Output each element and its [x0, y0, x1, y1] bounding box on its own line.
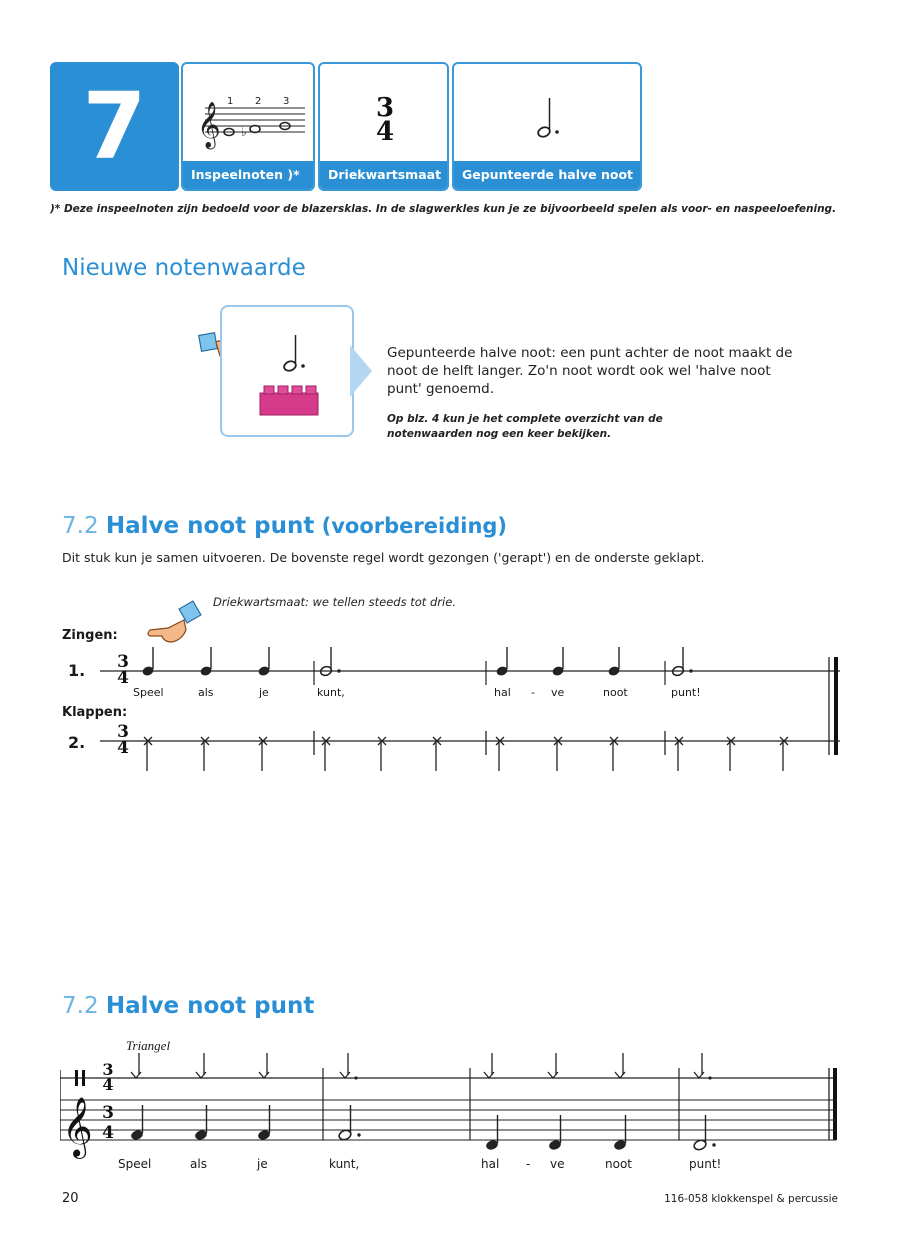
- note-value-card: [220, 305, 354, 437]
- topic-card-inspeelnoten: [181, 62, 315, 191]
- dotted-half-note: [319, 647, 340, 677]
- lyric: hal: [481, 1157, 500, 1171]
- lyric: punt!: [671, 686, 701, 699]
- treble-staff-notes-icon: [183, 64, 315, 164]
- page-number: 20: [62, 1191, 79, 1206]
- lego-brick-icon: [260, 386, 318, 415]
- topic-card-driekwartsmaat: [318, 62, 449, 191]
- chapter-number: 7: [50, 62, 179, 191]
- lyric: -: [531, 686, 535, 699]
- pointing-hand-icon: [142, 600, 204, 648]
- svg-text:4: 4: [117, 668, 129, 688]
- svg-text:3: 3: [102, 1060, 114, 1079]
- svg-text:3: 3: [283, 96, 290, 107]
- final-bar-thick: [834, 657, 838, 755]
- quarter-note: [551, 647, 564, 677]
- triangle-notes: [131, 1053, 704, 1078]
- svg-text:♭: ♭: [241, 125, 247, 139]
- lyric: hal: [494, 686, 511, 699]
- svg-text:2: 2: [255, 96, 262, 107]
- section-title-main: 7.2 Halve noot punt: [62, 993, 315, 1019]
- topic-label: Inspeelnoten )*: [183, 161, 313, 189]
- svg-text:1: 1: [227, 96, 234, 107]
- note-value-reference: Op blz. 4 kun je het complete overzicht van de notenwaarden nog een keer bekijken.: [387, 413, 663, 440]
- lyric: Speel: [118, 1157, 152, 1171]
- lyric: kunt,: [317, 686, 345, 699]
- quarter-note: [607, 647, 620, 677]
- lyric: -: [526, 1157, 531, 1171]
- svg-text:3: 3: [375, 93, 395, 123]
- section-intro: Dit stuk kun je samen uitvoeren. De bovenste regel wordt gezongen ('gerapt') en de onderste geklapt.: [62, 550, 705, 565]
- sing-label: Zingen:: [62, 628, 118, 643]
- footnote: )* Deze inspeelnoten zijn bedoeld voor de blazersklas. In de slagwerkles kun je ze bijvoorbeeld spelen als voor- en naspeeloefening.: [50, 203, 837, 215]
- lyric: kunt,: [329, 1157, 360, 1171]
- book-reference: 116-058 klokkenspel & percussie: [664, 1193, 838, 1205]
- topic-card-gepunteerde-halve-noot: [452, 62, 642, 191]
- dotted-half-note: [671, 647, 692, 677]
- lyric: Speel: [133, 686, 164, 699]
- music-score-main: [60, 1048, 845, 1160]
- section-title-prep: 7.2 Halve noot punt (voorbereiding): [62, 513, 508, 539]
- svg-text:3: 3: [102, 1103, 114, 1123]
- section-title-new-value: Nieuwe notenwaarde: [62, 255, 306, 281]
- lyric: ve: [551, 686, 565, 699]
- lyric: als: [198, 686, 214, 699]
- svg-text:4: 4: [117, 738, 129, 758]
- rhythm-score-prep: [100, 645, 845, 775]
- lyric: je: [257, 1157, 268, 1171]
- lyric: je: [259, 686, 269, 699]
- svg-text:3: 3: [117, 652, 129, 672]
- lyric: als: [190, 1157, 207, 1171]
- clap-label: Klappen:: [62, 705, 128, 720]
- percussion-clef-icon: [75, 1070, 78, 1086]
- svg-text:4: 4: [102, 1075, 114, 1094]
- svg-text:4: 4: [375, 117, 395, 147]
- quarter-note: [141, 647, 154, 677]
- dotted-half-note-icon: [222, 307, 352, 435]
- svg-text:𝄞: 𝄞: [197, 102, 221, 148]
- line-number-2: 2.: [68, 733, 86, 752]
- lyric: punt!: [689, 1157, 722, 1171]
- clap-notes: [144, 731, 788, 771]
- instrument-label: Triangel: [126, 1038, 171, 1053]
- counting-note: Driekwartsmaat: we tellen steeds tot drie.: [213, 595, 456, 609]
- line-number-1: 1.: [68, 661, 86, 680]
- note-value-description: Gepunteerde halve noot: een punt achter de noot maakt de noot de helft langer. Zo'n noot wordt ook wel 'halve noot punt' genoemd.: [387, 345, 793, 397]
- lyric: ve: [550, 1157, 565, 1171]
- svg-text:3: 3: [117, 722, 129, 742]
- lyric: noot: [605, 1157, 632, 1171]
- quarter-note: [495, 647, 508, 677]
- lyric: noot: [603, 686, 628, 699]
- topic-label: Driekwartsmaat: [320, 161, 447, 189]
- topic-label: Gepunteerde halve noot: [454, 161, 640, 189]
- dotted-half-note-icon: [454, 64, 642, 164]
- svg-text:4: 4: [102, 1123, 114, 1143]
- quarter-note: [257, 647, 270, 677]
- time-signature-3-4-icon: [320, 64, 449, 164]
- treble-clef-icon: 𝄞: [62, 1097, 93, 1157]
- card-arrow-icon: [350, 345, 372, 397]
- quarter-note: [199, 647, 212, 677]
